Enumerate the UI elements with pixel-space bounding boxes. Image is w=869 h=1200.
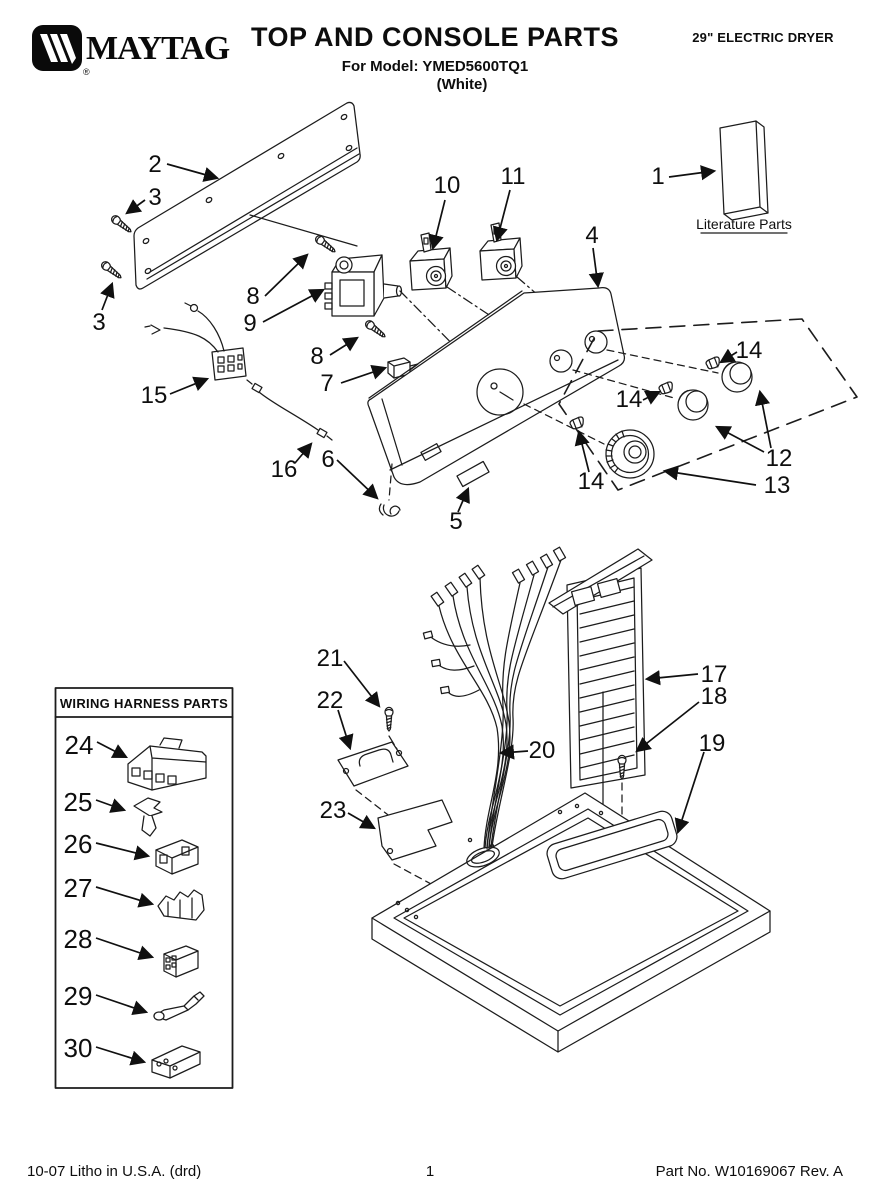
callout-3a: 3 [148, 184, 162, 211]
callout-7: 7 [320, 370, 334, 397]
screw-3a-art [110, 214, 134, 235]
callout-1: 1 [651, 163, 665, 190]
brand-wordmark: MAYTAG [86, 30, 230, 67]
switch-11-art [480, 223, 522, 280]
callout-13: 13 [763, 472, 791, 499]
callout-14b: 14 [615, 386, 643, 413]
callout-3b: 3 [92, 309, 106, 336]
callout-14c: 14 [577, 468, 605, 495]
footer-litho: 10-07 Litho in U.S.A. (drd) [27, 1163, 202, 1180]
callout-6: 6 [321, 446, 335, 473]
callout-11: 11 [500, 163, 526, 190]
callout-8b: 8 [310, 343, 324, 370]
callout-14a: 14 [735, 337, 763, 364]
callout-24: 24 [64, 730, 94, 760]
callout-29: 29 [63, 981, 93, 1011]
callout-4: 4 [585, 222, 599, 249]
finish-line: (White) [436, 76, 488, 93]
screw-3b-art [100, 260, 124, 281]
wiring-box-title: WIRING HARNESS PARTS [59, 696, 229, 711]
rear-panel-art [134, 102, 360, 289]
wire-harness-art [423, 547, 565, 849]
literature-parts-label: Literature Parts [696, 216, 792, 232]
page-title: TOP AND CONSOLE PARTS [250, 22, 620, 52]
harness-switch-art [145, 303, 246, 380]
jumper-wire-art [247, 380, 332, 440]
footer-part-number: Part No. W10169067 Rev. A [655, 1163, 843, 1180]
callout-8a: 8 [246, 283, 260, 310]
registered-mark: ® [83, 67, 90, 76]
callout-19: 19 [698, 730, 726, 757]
timer-art [325, 255, 402, 316]
callout-26: 26 [63, 829, 93, 859]
callout-9: 9 [243, 310, 257, 337]
callout-30: 30 [63, 1033, 93, 1063]
callout-28: 28 [63, 924, 93, 954]
callout-5: 5 [449, 508, 463, 535]
callout-2: 2 [148, 151, 162, 178]
model-line: For Model: YMED5600TQ1 [341, 58, 529, 75]
timer-knob-art [606, 430, 654, 478]
switch-10-art [410, 233, 452, 290]
callout-12: 12 [765, 445, 793, 472]
callout-23: 23 [319, 797, 347, 824]
callout-16: 16 [270, 456, 298, 483]
callout-27: 27 [63, 873, 93, 903]
callout-21: 21 [316, 645, 344, 672]
callout-17: 17 [700, 661, 728, 688]
screw-21-art [385, 707, 393, 731]
callout-15: 15 [140, 382, 168, 409]
top-panel-art [372, 793, 770, 1052]
product-type: 29" ELECTRIC DRYER [692, 30, 834, 45]
literature-book-art [720, 121, 768, 220]
callout-10: 10 [433, 172, 461, 199]
callout-18: 18 [700, 683, 728, 710]
screw-8b-art [364, 319, 388, 340]
callout-25: 25 [63, 787, 93, 817]
callout-20: 20 [528, 737, 556, 764]
footer-page-number: 1 [425, 1163, 435, 1180]
callout-22: 22 [316, 687, 344, 714]
